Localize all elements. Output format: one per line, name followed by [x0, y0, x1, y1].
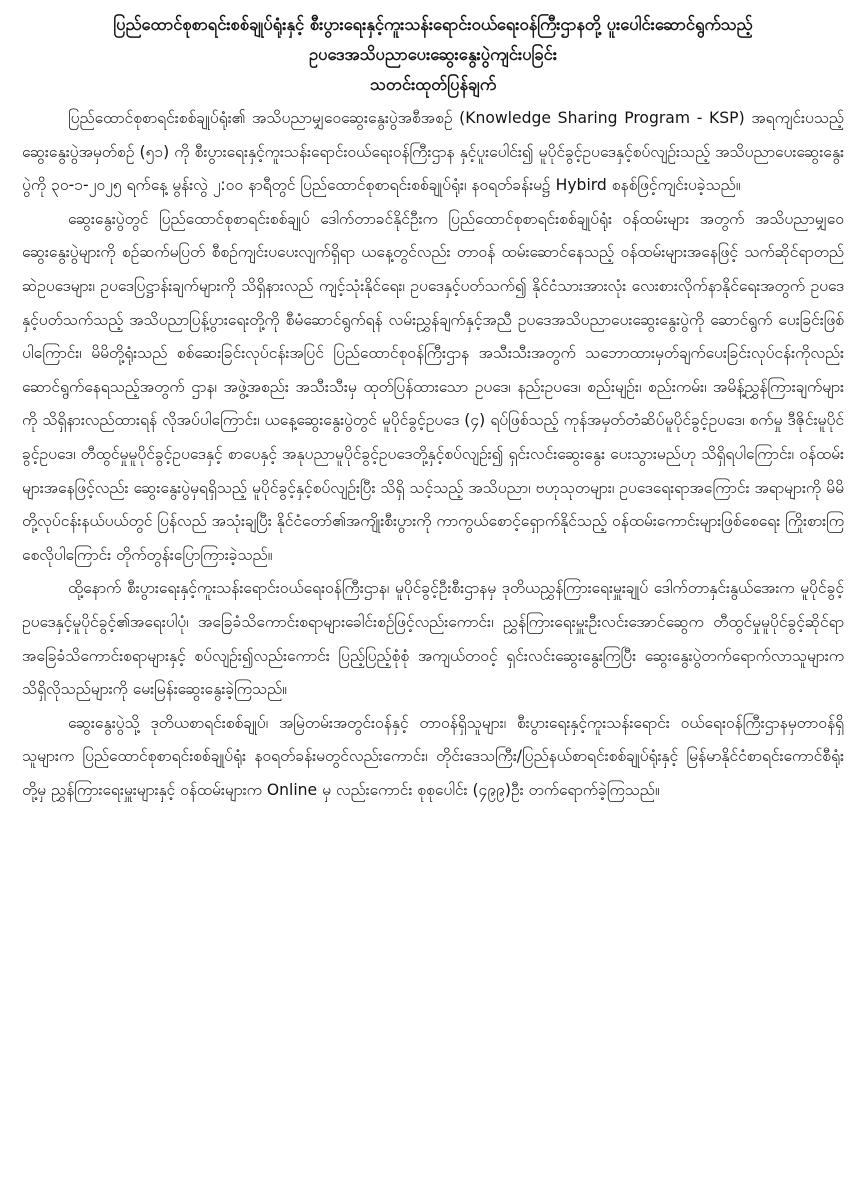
document-title-line-1: ပြည်ထောင်စုစာရင်းစစ်ချုပ်ရုံးနှင့် စီးပွားရေးနှင့်ကူးသန်းရောင်းဝယ်ရေးဝန်ကြီးဌာနတို့ ပူးပေါင်းဆောင်ရွက်သည့် [113, 15, 753, 34]
paragraph-event-summary: ပြည်ထောင်စုစာရင်းစစ်ချုပ်ရုံး၏ အသိပညာမျှဝေဆွေးနွေးပွဲအစီအစဉ် (Knowledge Sharing Program - KSP) အရကျင်းပသည့် ဆွေးနွေးပွဲအမှတ်စဉ် (၅၁) ကို စီးပွားရေးနှင့်ကူးသန်းရောင်းဝယ်ရေးဝန်ကြီးဌာန နှင့်ပူးပေါင်း၍ မူပိုင်ခွင့်ဥပဒေနှင့်စပ်လျဉ်းသည့် အသိပညာပေးဆွေးနွေးပွဲကို ၃၀-၁-၂၀၂၅ ရက်နေ့ မွန်းလွဲ ၂:၀၀ နာရီတွင် ပြည်ထောင်စုစာရင်းစစ်ချုပ်ရုံး၊ နဝရတ်ခန်းမ၌ Hybird စနစ်ဖြင့်ကျင်းပခဲ့သည်။ [22, 109, 844, 195]
paragraph-presentations: ထို့နောက် စီးပွားရေးနှင့်ကူးသန်းရောင်းဝယ်ရေးဝန်ကြီးဌာန၊ မူပိုင်ခွင့်ဦးစီးဌာနမှ ဒုတိယညွှန်ကြားရေးမှူးချုပ် ဒေါက်တာနှင်းနွယ်အေးက မူပိုင်ခွင့်ဥပဒေနှင့်မူပိုင်ခွင့်၏အရေးပါပုံ၊ အခြေခံသိကောင်းစရာများခေါင်းစဉ်ဖြင့်လည်းကောင်း၊ ညွှန်ကြားရေးမှူးဦးလင်းအောင်ဆွေက တီထွင်မှုမူပိုင်ခွင့်ဆိုင်ရာအခြေခံသိကောင်းစရာများနှင့် စပ်လျဉ်း၍လည်းကောင်း ပြည့်ပြည့်စုံစုံ အကျယ်တဝင့် ရှင်းလင်းဆွေးနွေးကြပြီး ဆွေးနွေးပွဲတက်ရောက်လာသူများက သိရှိလိုသည်များကို မေးမြန်းဆွေးနွေးခဲ့ကြသည်။ [22, 579, 844, 699]
paragraph-attendance: ဆွေးနွေးပွဲသို့ ဒုတိယစာရင်းစစ်ချုပ်၊ အမြဲတမ်းအတွင်းဝန်နှင့် တာဝန်ရှိသူများ၊ စီးပွားရေးနှင့်ကူးသန်းရောင်း ဝယ်ရေးဝန်ကြီးဌာနမှတာဝန်ရှိသူများက ပြည်ထောင်စုစာရင်းစစ်ချုပ်ရုံး နဝရတ်ခန်းမတွင်လည်းကောင်း၊ တိုင်းဒေသကြီး/ပြည်နယ်စာရင်းစစ်ချုပ်ရုံးနှင့် မြန်မာနိုင်ငံစာရင်းကောင်စီရုံးတို့မှ ညွှန်ကြားရေးမှူးများနှင့် ဝန်ထမ်းများက Online မှ လည်းကောင်း စုစုပေါင်း (၄၉၉)ဦး တက်ရောက်ခဲ့ကြသည်။ [22, 713, 844, 799]
paragraph-opening-speech: ဆွေးနွေးပွဲတွင် ပြည်ထောင်စုစာရင်းစစ်ချုပ် ဒေါက်တာခင်နိုင်ဦးက ပြည်ထောင်စုစာရင်းစစ်ချုပ်ရုံး ဝန်ထမ်းများ အတွက် အသိပညာမျှဝေဆွေးနွေးပွဲများကို စဉ်ဆက်မပြတ် စီစဉ်ကျင်းပပေးလျက်ရှိရာ ယနေ့တွင်လည်း တာဝန် ထမ်းဆောင်နေသည့် ဝန်ထမ်းများအနေဖြင့် သက်ဆိုင်ရာတည်ဆဲဥပဒေများ၊ ဥပဒေပြဋ္ဌာန်းချက်များကို သိရှိနားလည် ကျင့်သုံးနိုင်ရေး၊ ဥပဒေနှင့်ပတ်သက်၍ နိုင်ငံသားအားလုံး လေးစားလိုက်နာနိုင်ရေးအတွက် ဥပဒေနှင့်ပတ်သက်သည့် အသိပညာပြန့်ပွားရေးတို့ကို စီမံဆောင်ရွက်ရန် လမ်းညွှန်ချက်နှင့်အညီ ဥပဒေအသိပညာပေးဆွေးနွေးပွဲကို ဆောင်ရွက် ပေးခြင်းဖြစ်ပါကြောင်း၊ မိမိတို့ရုံးသည် စစ်ဆေးခြင်းလုပ်ငန်းအပြင် ပြည်ထောင်စုဝန်ကြီးဌာန အသီးသီးအတွက် သဘောထားမှတ်ချက်ပေးခြင်းလုပ်ငန်းကိုလည်း ဆောင်ရွက်နေရသည့်အတွက် ဌာန၊ အဖွဲ့အစည်း အသီးသီးမှ ထုတ်ပြန်ထားသော ဥပဒေ၊ နည်းဥပဒေ၊ စည်းမျဉ်း၊ စည်းကမ်း၊ အမိန့်ညွှန်ကြားချက်များကို သိရှိနားလည်ထားရန် လိုအပ်ပါကြောင်း၊ ယနေ့ဆွေးနွေးပွဲတွင် မူပိုင်ခွင့်ဥပဒေ (၄) ရပ်ဖြစ်သည့် ကုန်အမှတ်တံဆိပ်မူပိုင်ခွင့်ဥပဒေ၊ စက်မှု ဒီဇိုင်းမူပိုင်ခွင့်ဥပဒေ၊ တီထွင်မှုမူပိုင်ခွင့်ဥပဒေနှင့် စာပေနှင့် အနုပညာမူပိုင်ခွင့်ဥပဒေတို့နှင့်စပ်လျဉ်း၍ ရှင်းလင်းဆွေးနွေး ပေးသွားမည်ဟု သိရှိရပါကြောင်း၊ ဝန်ထမ်းများအနေဖြင့်လည်း ဆွေးနွေးပွဲမှရရှိသည့် မူပိုင်ခွင့်နှင့်စပ်လျဉ်းပြီး သိရှိ သင့်သည့် အသိပညာ၊ ဗဟုသုတများ၊ ဥပဒေရေးရာအကြောင်း အရာများကို မိမိတို့လုပ်ငန်းနယ်ပယ်တွင် ပြန်လည် အသုံးချပြီး နိုင်ငံတော်၏အကျိုးစီးပွားကို ကာကွယ်စောင့်ရှောက်နိုင်သည့် ဝန်ထမ်းကောင်းများဖြစ်စေရေး ကြိုးစားကြ စေလိုပါကြောင်း တိုက်တွန်းပြောကြားခဲ့သည်။ [22, 209, 844, 564]
press-release-heading: သတင်းထုတ်ပြန်ချက် [369, 75, 497, 94]
document-title-line-2: ဥပဒေအသိပညာပေးဆွေးနွေးပွဲကျင်းပခြင်း [308, 45, 558, 64]
